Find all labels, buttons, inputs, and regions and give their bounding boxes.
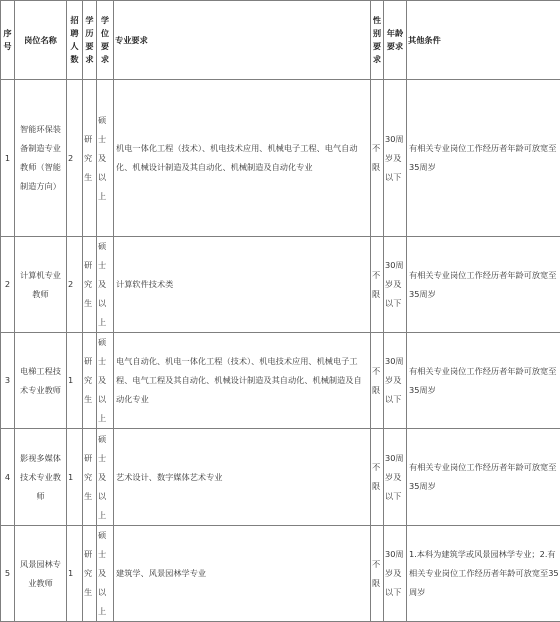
cell-seq: 2 xyxy=(1,237,15,333)
table-row xyxy=(1,333,560,429)
cell-gender: 不限 xyxy=(371,429,384,526)
cell-gender: 不限 xyxy=(371,526,384,622)
cell-seq: 4 xyxy=(1,429,15,526)
cell-seq: 1 xyxy=(1,80,15,237)
cell-age: 30周岁及以下 xyxy=(384,80,407,237)
header-other: 其他条件 xyxy=(407,1,560,80)
cell-degree: 硕士及以上 xyxy=(97,237,114,333)
cell-count: 2 xyxy=(67,80,83,237)
cell-count: 2 xyxy=(67,237,83,333)
cell-major: 艺术设计、数字媒体艺术专业 xyxy=(114,429,371,526)
header-row xyxy=(1,1,560,80)
cell-major: 计算软件技术类 xyxy=(114,237,371,333)
table-row xyxy=(1,80,560,237)
cell-education: 研究生 xyxy=(83,429,97,526)
cell-position: 智能环保装备制造专业教师（智能制造方向） xyxy=(15,80,67,237)
cell-gender: 不限 xyxy=(371,333,384,429)
cell-position: 电梯工程技术专业教师 xyxy=(15,333,67,429)
cell-age: 30周岁及以下 xyxy=(384,526,407,622)
cell-degree: 硕士及以上 xyxy=(97,333,114,429)
cell-education: 研究生 xyxy=(83,526,97,622)
cell-age: 30周岁及以下 xyxy=(384,237,407,333)
header-degree: 学位要求 xyxy=(97,1,114,80)
cell-education: 研究生 xyxy=(83,80,97,237)
cell-position: 影视多媒体技术专业教师 xyxy=(15,429,67,526)
cell-major: 电气自动化、机电一体化工程（技术）、机电技术应用、机械电子工程、电气工程及其自动化、机械设计制造及其自动化、机械制造及自动化专业 xyxy=(114,333,371,429)
cell-other: 有相关专业岗位工作经历者年龄可放宽至35周岁 xyxy=(407,333,560,429)
cell-other: 有相关专业岗位工作经历者年龄可放宽至35周岁 xyxy=(407,429,560,526)
header-gender: 性别要求 xyxy=(371,1,384,80)
header-major: 专业要求 xyxy=(114,1,371,80)
header-education: 学历要求 xyxy=(83,1,97,80)
header-age: 年龄要求 xyxy=(384,1,407,80)
cell-degree: 硕士及以上 xyxy=(97,80,114,237)
cell-gender: 不限 xyxy=(371,237,384,333)
cell-education: 研究生 xyxy=(83,333,97,429)
cell-position: 计算机专业教师 xyxy=(15,237,67,333)
cell-age: 30周岁及以下 xyxy=(384,333,407,429)
cell-count: 1 xyxy=(67,429,83,526)
cell-major: 机电一体化工程（技术）、机电技术应用、机械电子工程、电气自动化、机械设计制造及其自动化、机械制造及自动化专业 xyxy=(114,80,371,237)
cell-gender: 不限 xyxy=(371,80,384,237)
cell-seq: 3 xyxy=(1,333,15,429)
cell-other: 1.本科为建筑学或风景园林学专业；2.有相关专业岗位工作经历者年龄可放宽至35周岁 xyxy=(407,526,560,622)
header-seq: 序号 xyxy=(1,1,15,80)
cell-other: 有相关专业岗位工作经历者年龄可放宽至35周岁 xyxy=(407,237,560,333)
cell-age: 30周岁及以下 xyxy=(384,429,407,526)
cell-seq: 5 xyxy=(1,526,15,622)
table-row xyxy=(1,429,560,526)
table-row xyxy=(1,526,560,622)
cell-major: 建筑学、风景园林学专业 xyxy=(114,526,371,622)
cell-education: 研究生 xyxy=(83,237,97,333)
header-position: 岗位名称 xyxy=(15,1,67,80)
cell-other: 有相关专业岗位工作经历者年龄可放宽至35周岁 xyxy=(407,80,560,237)
cell-degree: 硕士及以上 xyxy=(97,526,114,622)
cell-position: 风景园林专业教师 xyxy=(15,526,67,622)
table-row xyxy=(1,237,560,333)
cell-count: 1 xyxy=(67,526,83,622)
header-count: 招聘人数 xyxy=(67,1,83,80)
cell-degree: 硕士及以上 xyxy=(97,429,114,526)
cell-count: 1 xyxy=(67,333,83,429)
